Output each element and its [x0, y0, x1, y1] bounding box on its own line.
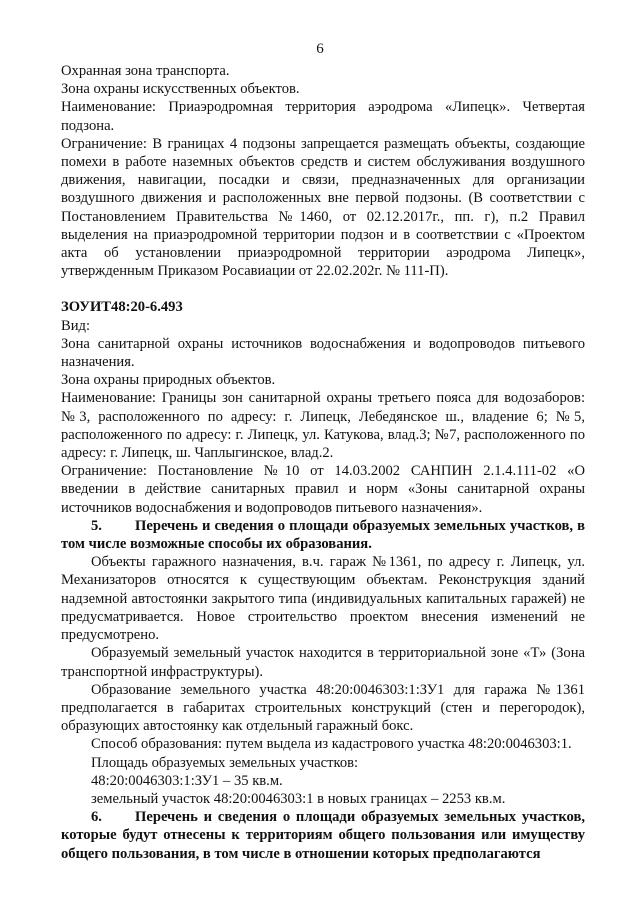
section-6-heading	[61, 808, 585, 863]
section-title: Перечень и сведения о площади образуемых земельных участков, которые будут отнесены к территориям общего пользования или имуществу общего пользования, в том числе в отношении которых предполагаются	[61, 809, 585, 862]
zone-kind-label: Вид:	[61, 317, 91, 334]
zone-restriction: Ограничение: Постановление №10 от 14.03.2002 САНПИН 2.1.4.111-02 «О введении в действие санитарных правил и норм «Зоны санитарной охраны источников водоснабжения и водопроводов питьевого назначения».	[61, 463, 585, 516]
page-number: 6	[316, 41, 324, 57]
page-content	[61, 62, 585, 863]
paragraph: Образование земельного участка 48:20:0046303:1:ЗУ1 для гаража №1361 предполагается в габаритах строительных конструкций (стен и перегородок), образующих автостоянку как отдельный гаражный бокс.	[61, 681, 585, 735]
area-label: Площадь образуемых земельных участков:	[91, 754, 359, 771]
area-item: земельный участок 48:20:0046303:1 в новых границах – 2253 кв.м.	[91, 790, 506, 807]
zone-restriction: Ограничение: В границах 4 подзоны запрещается размещать объекты, создающие помехи в работе наземных объектов средств и систем обслуживания воздушного движения, навигации, посадки и связи, предназначенных для организации воздушного движения и расположенных вне первой подзоны. (В соответствии с Постановлением Правительства №1460, от 02.12.2017г., пп. г), п.2 Правил выделения на приаэродромной территории подзон и в соответствии с «Проектом акта об установлении приаэродромной территории аэродрома Липецк», утвержденным Приказом Росавиации от 22.02.202г. № 111-П).	[61, 135, 585, 280]
paragraph: Образуемый земельный участок находится в территориальной зоне «Т» (Зона транспортной инфраструктуры).	[61, 645, 585, 680]
section-number: 5.	[91, 517, 102, 534]
formation-method: Способ образования: путем выдела из кадастрового участка 48:20:0046303:1.	[91, 736, 572, 753]
area-item: 48:20:0046303:1:ЗУ1 – 35 кв.м.	[91, 772, 283, 789]
section-title: Перечень и сведения о площади образуемых земельных участков, в том числе возможные способы их образования.	[61, 517, 585, 553]
zone-category-line: Зона охраны искусственных объектов.	[61, 81, 300, 98]
zone-kind: Зона санитарной охраны источников водоснабжения и водопроводов питьевого назначения.	[61, 335, 585, 371]
zone-name: Наименование: Приаэродромная территория аэродрома «Липецк». Четвертая подзона.	[61, 99, 585, 134]
zone-type-line: Охранная зона транспорта.	[61, 63, 230, 79]
paragraph: Объекты гаражного назначения, в.ч. гараж №1361, по адресу г. Липецк, ул. Механизаторов относятся к существующим объектам. Реконструкция зданий надземной автостоянки закрытого типа (индивидуальных капитальных гаражей) не предусматривается. Новое строительство проектом внесения изменений не предусмотрено.	[61, 554, 585, 644]
spacer	[61, 280, 585, 298]
zone-name: Наименование: Границы зон санитарной охраны третьего пояса для водозаборов: №3, расположенного по адресу: г. Липецк, Лебедянское ш., владение 6; №5, расположенного по адресу: г. Липецк, ул. Катукова, влад.3; №7, расположенного по адресу: г. Липецк, ш. Чаплыгинское, влад.2.	[61, 390, 585, 462]
zone-code-heading: ЗОУИТ48:20-6.493	[61, 299, 183, 316]
zone-category: Зона охраны природных объектов.	[61, 372, 276, 389]
section-5-heading	[61, 517, 585, 553]
section-number: 6.	[91, 809, 102, 826]
